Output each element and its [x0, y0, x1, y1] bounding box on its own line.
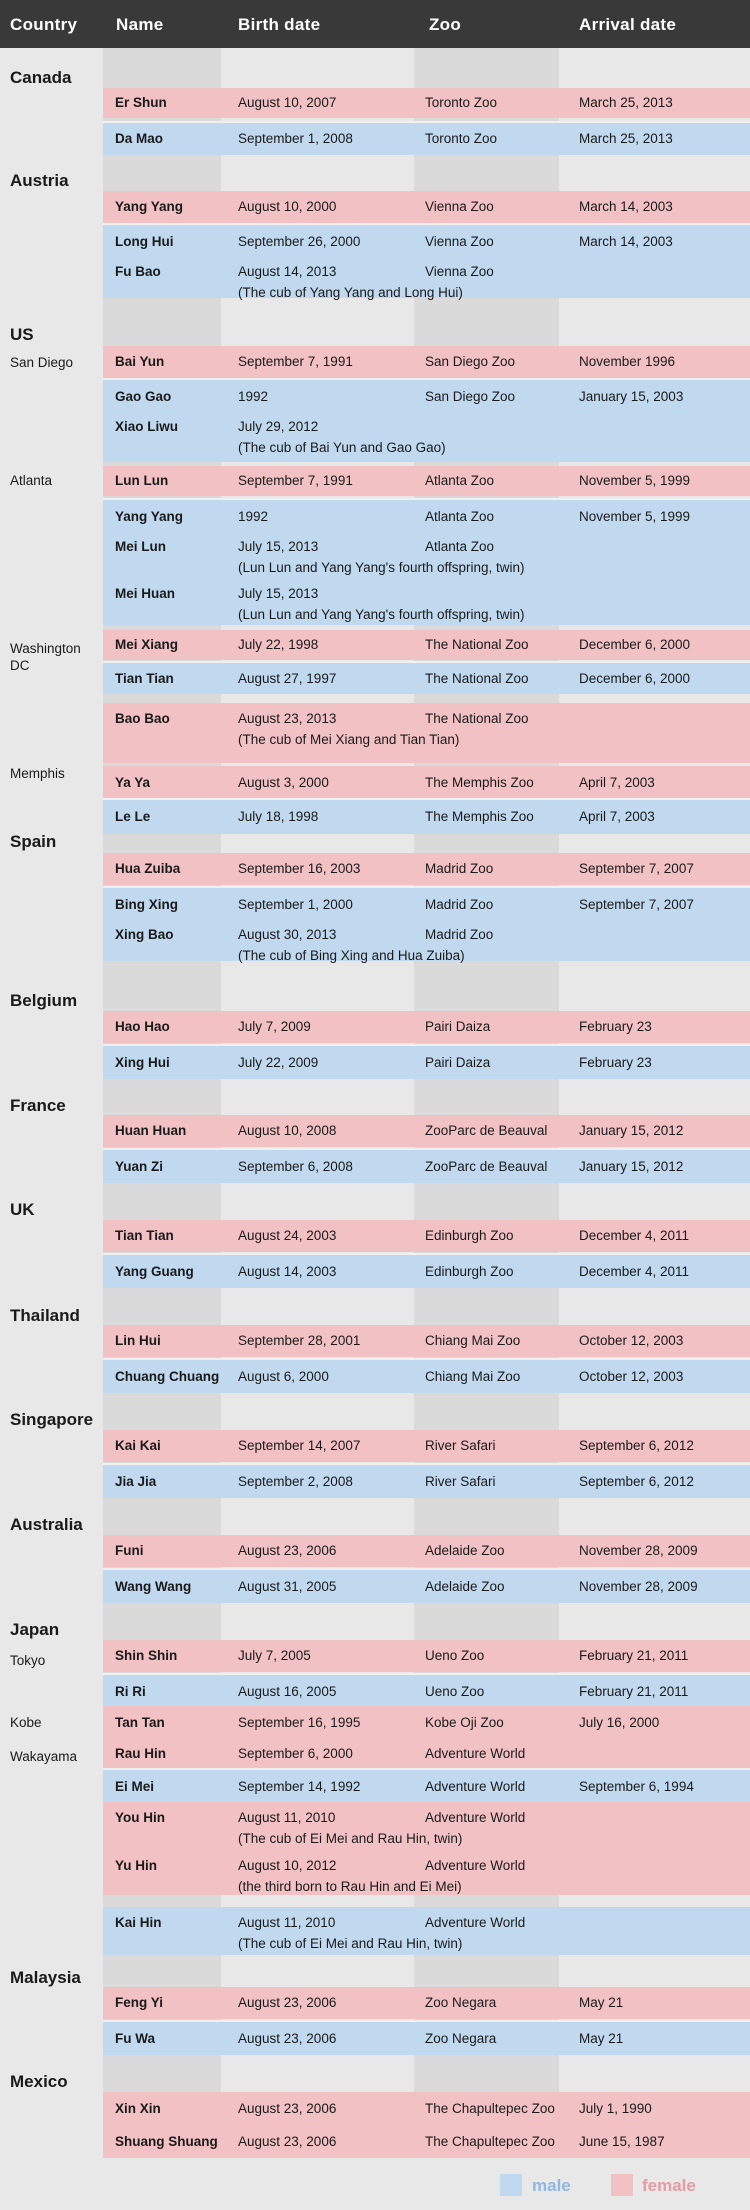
zoo-name: The Chapultepec Zoo: [425, 2101, 555, 2116]
zoo-name: The National Zoo: [425, 711, 529, 726]
arrival-date: September 6, 2012: [579, 1474, 694, 1489]
table-row: [103, 411, 750, 462]
birth-date: August 16, 2005: [238, 1684, 337, 1699]
legend: [0, 2172, 750, 2196]
table-row: [103, 1568, 750, 1603]
arrival-date: March 25, 2013: [579, 131, 673, 146]
birth-date: July 7, 2009: [238, 1019, 311, 1034]
table-row: [103, 346, 750, 378]
birth-date: August 24, 2003: [238, 1228, 337, 1243]
panda-name: Gao Gao: [115, 389, 172, 404]
birth-date: August 10, 2008: [238, 1123, 337, 1138]
birth-date: July 15, 2013: [238, 539, 319, 554]
panda-note: (the third born to Rau Hin and Ei Mei): [238, 1879, 462, 1894]
table-row: [103, 661, 750, 694]
zoo-name: Chiang Mai Zoo: [425, 1333, 521, 1348]
zoo-name: The Chapultepec Zoo: [425, 2134, 555, 2149]
panda-name: Er Shun: [115, 95, 167, 110]
zoo-name: Atlanta Zoo: [425, 539, 495, 554]
zoo-name: Adventure World: [425, 1858, 526, 1873]
panda-name: Xing Hui: [115, 1055, 170, 1070]
zoo-name: Adelaide Zoo: [425, 1543, 505, 1558]
arrival-date: July 1, 1990: [579, 2101, 652, 2116]
birth-date: August 14, 2003: [238, 1264, 337, 1279]
arrival-date: November 1996: [579, 354, 676, 369]
table-row: [103, 256, 750, 298]
country-label: Japan: [10, 1620, 60, 1639]
arrival-date: February 21, 2011: [579, 1684, 689, 1699]
table-row: [103, 853, 750, 885]
birth-date: September 26, 2000: [238, 234, 361, 249]
panda-name: Lin Hui: [115, 1333, 161, 1348]
panda-name: Da Mao: [115, 131, 164, 146]
birth-date: August 10, 2000: [238, 199, 337, 214]
birth-date: 1992: [238, 389, 269, 404]
birth-date: July 29, 2012: [238, 419, 319, 434]
arrival-date: April 7, 2003: [579, 775, 655, 790]
panda-name: Hua Zuiba: [115, 861, 181, 876]
birth-date: July 22, 1998: [238, 637, 319, 652]
birth-date: September 16, 2003: [238, 861, 361, 876]
panda-name: Yang Guang: [115, 1264, 194, 1279]
table-row: [103, 223, 750, 258]
country-label: Belgium: [10, 991, 78, 1010]
panda-name: Bing Xing: [115, 897, 178, 912]
zoo-name: Atlanta Zoo: [425, 509, 495, 524]
table-row: [103, 1011, 750, 1043]
city-label: Atlanta: [10, 473, 53, 488]
header-birth-date: Birth date: [238, 15, 321, 34]
table-row: [103, 466, 750, 496]
panda-note: (The cub of Yang Yang and Long Hui): [238, 285, 463, 300]
zoo-name: Madrid Zoo: [425, 861, 494, 876]
zoo-name: Edinburgh Zoo: [425, 1264, 514, 1279]
panda-name: Bao Bao: [115, 711, 170, 726]
table-row: [103, 2092, 750, 2125]
arrival-date: March 14, 2003: [579, 199, 673, 214]
zoo-name: Adventure World: [425, 1810, 526, 1825]
arrival-date: January 15, 2003: [579, 389, 684, 404]
table-row: [103, 1673, 750, 1708]
birth-date: August 27, 1997: [238, 671, 337, 686]
zoo-name: San Diego Zoo: [425, 354, 516, 369]
arrival-date: November 28, 2009: [579, 1579, 698, 1594]
zoo-name: River Safari: [425, 1438, 496, 1453]
table-row: [103, 1430, 750, 1462]
zoo-name: Atlanta Zoo: [425, 473, 495, 488]
birth-date: August 23, 2006: [238, 1543, 337, 1558]
arrival-date: October 12, 2003: [579, 1369, 684, 1384]
birth-date: 1992: [238, 509, 269, 524]
table-row: [103, 1802, 750, 1850]
arrival-date: September 7, 2007: [579, 897, 694, 912]
arrival-date: February 21, 2011: [579, 1648, 689, 1663]
birth-date: August 10, 2007: [238, 95, 337, 110]
zoo-name: Vienna Zoo: [425, 199, 494, 214]
legend-male-label: male: [532, 2176, 571, 2195]
zoo-name: Madrid Zoo: [425, 927, 494, 942]
table-row: [103, 1907, 750, 1955]
panda-name: Yang Yang: [115, 509, 184, 524]
table-row: [103, 2020, 750, 2055]
zoo-name: Ueno Zoo: [425, 1684, 485, 1699]
zoo-name: Pairi Daiza: [425, 1055, 491, 1070]
arrival-date: December 4, 2011: [579, 1264, 690, 1279]
birth-date: September 1, 2008: [238, 131, 353, 146]
birth-date: August 23, 2006: [238, 2031, 337, 2046]
table-row: [103, 1325, 750, 1357]
arrival-date: December 6, 2000: [579, 637, 691, 652]
panda-note: (The cub of Bing Xing and Hua Zuiba): [238, 948, 465, 963]
zoo-name: Kobe Oji Zoo: [425, 1715, 504, 1730]
zoo-name: San Diego Zoo: [425, 389, 516, 404]
table-row: [103, 1850, 750, 1895]
arrival-date: January 15, 2012: [579, 1159, 684, 1174]
birth-date: July 18, 1998: [238, 809, 319, 824]
arrival-date: February 23: [579, 1055, 652, 1070]
panda-note: (The cub of Ei Mei and Rau Hin, twin): [238, 1831, 463, 1846]
panda-name: Feng Yi: [115, 1995, 164, 2010]
panda-name: Jia Jia: [115, 1474, 157, 1489]
city-label: San Diego: [10, 355, 74, 370]
table-row: [103, 703, 750, 763]
table-row: [103, 1148, 750, 1183]
table-row: [103, 498, 750, 533]
arrival-date: December 6, 2000: [579, 671, 691, 686]
table-row: [103, 1463, 750, 1498]
birth-date: September 14, 2007: [238, 1438, 361, 1453]
panda-name: Xing Bao: [115, 927, 174, 942]
birth-date: September 7, 1991: [238, 354, 353, 369]
table-row: [103, 766, 750, 800]
birth-date: July 22, 2009: [238, 1055, 319, 1070]
city-label: Memphis: [10, 766, 65, 781]
birth-date: September 16, 1995: [238, 1715, 361, 1730]
header-country: Country: [10, 15, 78, 34]
country-label: Malaysia: [10, 1968, 81, 1987]
header-arrival-date: Arrival date: [579, 15, 677, 34]
panda-name: Kai Hin: [115, 1915, 162, 1930]
arrival-date: February 23: [579, 1019, 652, 1034]
zoo-name: Vienna Zoo: [425, 234, 494, 249]
table-row: [103, 1253, 750, 1288]
zoo-name: Toronto Zoo: [425, 131, 498, 146]
panda-name: Xin Xin: [115, 2101, 161, 2116]
panda-name: Le Le: [115, 809, 151, 824]
header-name: Name: [116, 15, 164, 34]
panda-name: Shin Shin: [115, 1648, 178, 1663]
table-row: [103, 531, 750, 578]
panda-name: Ri Ri: [115, 1684, 146, 1699]
table-row: [103, 578, 750, 625]
panda-name: Wang Wang: [115, 1579, 192, 1594]
zoo-name: Zoo Negara: [425, 1995, 497, 2010]
arrival-date: November 5, 1999: [579, 509, 691, 524]
panda-name: Mei Lun: [115, 539, 166, 554]
arrival-date: June 15, 1987: [579, 2134, 665, 2149]
arrival-date: November 5, 1999: [579, 473, 691, 488]
birth-date: July 7, 2005: [238, 1648, 311, 1663]
table-row: [103, 2125, 750, 2158]
birth-date: September 14, 1992: [238, 1779, 361, 1794]
arrival-date: July 16, 2000: [579, 1715, 660, 1730]
panda-name: Yuan Zi: [115, 1159, 164, 1174]
table-header: [0, 0, 750, 48]
panda-name: Rau Hin: [115, 1746, 167, 1761]
table-row: [103, 1220, 750, 1252]
panda-name: Hao Hao: [115, 1019, 170, 1034]
panda-name: Bai Yun: [115, 354, 165, 369]
table-row: [103, 1987, 750, 2019]
zoo-name: ZooParc de Beauval: [425, 1123, 548, 1138]
table-row: [103, 798, 750, 834]
birth-date: August 23, 2006: [238, 2101, 337, 2116]
birth-date: September 6, 2000: [238, 1746, 353, 1761]
panda-name: You Hin: [115, 1810, 165, 1825]
arrival-date: May 21: [579, 1995, 624, 2010]
panda-name: Xiao Liwu: [115, 419, 179, 434]
birth-date: August 14, 2013: [238, 264, 337, 279]
birth-date: August 31, 2005: [238, 1579, 337, 1594]
panda-note: (Lun Lun and Yang Yang's fourth offspring, twin): [238, 560, 525, 575]
panda-name: Fu Wa: [115, 2031, 155, 2046]
zoo-name: Madrid Zoo: [425, 897, 494, 912]
panda-name: Tian Tian: [115, 1228, 174, 1243]
panda-name: Ei Mei: [115, 1779, 155, 1794]
panda-name: Yang Yang: [115, 199, 184, 214]
country-label: Australia: [10, 1515, 83, 1534]
panda-name: Kai Kai: [115, 1438, 161, 1453]
table-row: [103, 1535, 750, 1567]
birth-date: August 23, 2006: [238, 1995, 337, 2010]
birth-date: September 28, 2001: [238, 1333, 361, 1348]
panda-name: Long Hui: [115, 234, 174, 249]
panda-name: Mei Huan: [115, 586, 176, 601]
panda-name: Fu Bao: [115, 264, 161, 279]
panda-name: Mei Xiang: [115, 637, 179, 652]
arrival-date: September 6, 1994: [579, 1779, 694, 1794]
country-label: Singapore: [10, 1410, 94, 1429]
panda-name: Tian Tian: [115, 671, 174, 686]
arrival-date: April 7, 2003: [579, 809, 655, 824]
table-row: [103, 630, 750, 660]
zoo-name: Edinburgh Zoo: [425, 1228, 514, 1243]
panda-name: Shuang Shuang: [115, 2134, 218, 2149]
arrival-date: March 25, 2013: [579, 95, 673, 110]
birth-date: August 23, 2006: [238, 2134, 337, 2149]
arrival-date: January 15, 2012: [579, 1123, 684, 1138]
zoo-name: The Memphis Zoo: [425, 809, 534, 824]
birth-date: August 23, 2013: [238, 711, 337, 726]
table-row: [103, 378, 750, 413]
panda-name: Lun Lun: [115, 473, 169, 488]
birth-date: September 2, 2008: [238, 1474, 353, 1489]
zoo-name: The National Zoo: [425, 637, 529, 652]
table-row: [103, 88, 750, 118]
arrival-date: September 6, 2012: [579, 1438, 694, 1453]
country-label: US: [10, 325, 34, 344]
panda-name: Huan Huan: [115, 1123, 187, 1138]
birth-date: September 7, 1991: [238, 473, 353, 488]
table-row: [103, 1768, 750, 1804]
birth-date: August 11, 2010: [238, 1915, 336, 1930]
birth-date: August 10, 2012: [238, 1858, 337, 1873]
country-label: France: [10, 1096, 66, 1115]
country-label: UK: [10, 1200, 35, 1219]
zoo-name: The Memphis Zoo: [425, 775, 534, 790]
legend-male-swatch: [500, 2174, 522, 2196]
zoo-name: Adelaide Zoo: [425, 1579, 505, 1594]
table-row: [103, 1358, 750, 1393]
panda-table: [0, 48, 750, 2158]
city-label: Wakayama: [10, 1749, 78, 1764]
arrival-date: December 4, 2011: [579, 1228, 690, 1243]
arrival-date: May 21: [579, 2031, 624, 2046]
zoo-name: Zoo Negara: [425, 2031, 497, 2046]
zoo-name: The National Zoo: [425, 671, 529, 686]
city-label: Washington DC: [10, 641, 81, 673]
country-label: Canada: [10, 68, 72, 87]
birth-date: August 6, 2000: [238, 1369, 329, 1384]
zoo-name: Toronto Zoo: [425, 95, 498, 110]
legend-female-swatch: [611, 2174, 633, 2196]
table-row: [103, 1640, 750, 1672]
country-label: Spain: [10, 832, 57, 851]
table-row: [103, 886, 750, 921]
arrival-date: October 12, 2003: [579, 1333, 684, 1348]
city-label: Kobe: [10, 1715, 42, 1730]
birth-date: August 30, 2013: [238, 927, 337, 942]
country-label: Mexico: [10, 2072, 68, 2091]
zoo-name: Adventure World: [425, 1779, 526, 1794]
panda-note: (The cub of Bai Yun and Gao Gao): [238, 440, 446, 455]
birth-date: September 1, 2000: [238, 897, 353, 912]
arrival-date: September 7, 2007: [579, 861, 694, 876]
country-label: Thailand: [10, 1306, 80, 1325]
city-label: Tokyo: [10, 1653, 46, 1668]
panda-note: (The cub of Ei Mei and Rau Hin, twin): [238, 1936, 463, 1951]
legend-female-label: female: [642, 2176, 696, 2195]
birth-date: August 11, 2010: [238, 1810, 336, 1825]
table-row: [103, 919, 750, 961]
country-label: Austria: [10, 171, 69, 190]
panda-name: Tan Tan: [115, 1715, 165, 1730]
table-row: [103, 191, 750, 223]
panda-name: Ya Ya: [115, 775, 151, 790]
birth-date: September 6, 2008: [238, 1159, 353, 1174]
zoo-name: Adventure World: [425, 1746, 526, 1761]
zoo-name: ZooParc de Beauval: [425, 1159, 548, 1174]
panda-note: (The cub of Mei Xiang and Tian Tian): [238, 732, 460, 747]
table-row: [103, 1739, 750, 1768]
table-row: [103, 1115, 750, 1147]
panda-name: Funi: [115, 1543, 144, 1558]
birth-date: August 3, 2000: [238, 775, 329, 790]
zoo-name: Adventure World: [425, 1915, 526, 1930]
header-zoo: Zoo: [429, 15, 462, 34]
zoo-name: Pairi Daiza: [425, 1019, 491, 1034]
zoo-name: River Safari: [425, 1474, 496, 1489]
zoo-name: Chiang Mai Zoo: [425, 1369, 521, 1384]
zoo-name: Ueno Zoo: [425, 1648, 485, 1663]
table-row: [103, 121, 750, 155]
panda-name: Yu Hin: [115, 1858, 158, 1873]
table-row: [103, 1706, 750, 1739]
birth-date: July 15, 2013: [238, 586, 319, 601]
zoo-name: Vienna Zoo: [425, 264, 494, 279]
arrival-date: November 28, 2009: [579, 1543, 698, 1558]
table-row: [103, 1044, 750, 1079]
arrival-date: March 14, 2003: [579, 234, 673, 249]
panda-note: (Lun Lun and Yang Yang's fourth offspring, twin): [238, 607, 525, 622]
panda-name: Chuang Chuang: [115, 1369, 220, 1384]
